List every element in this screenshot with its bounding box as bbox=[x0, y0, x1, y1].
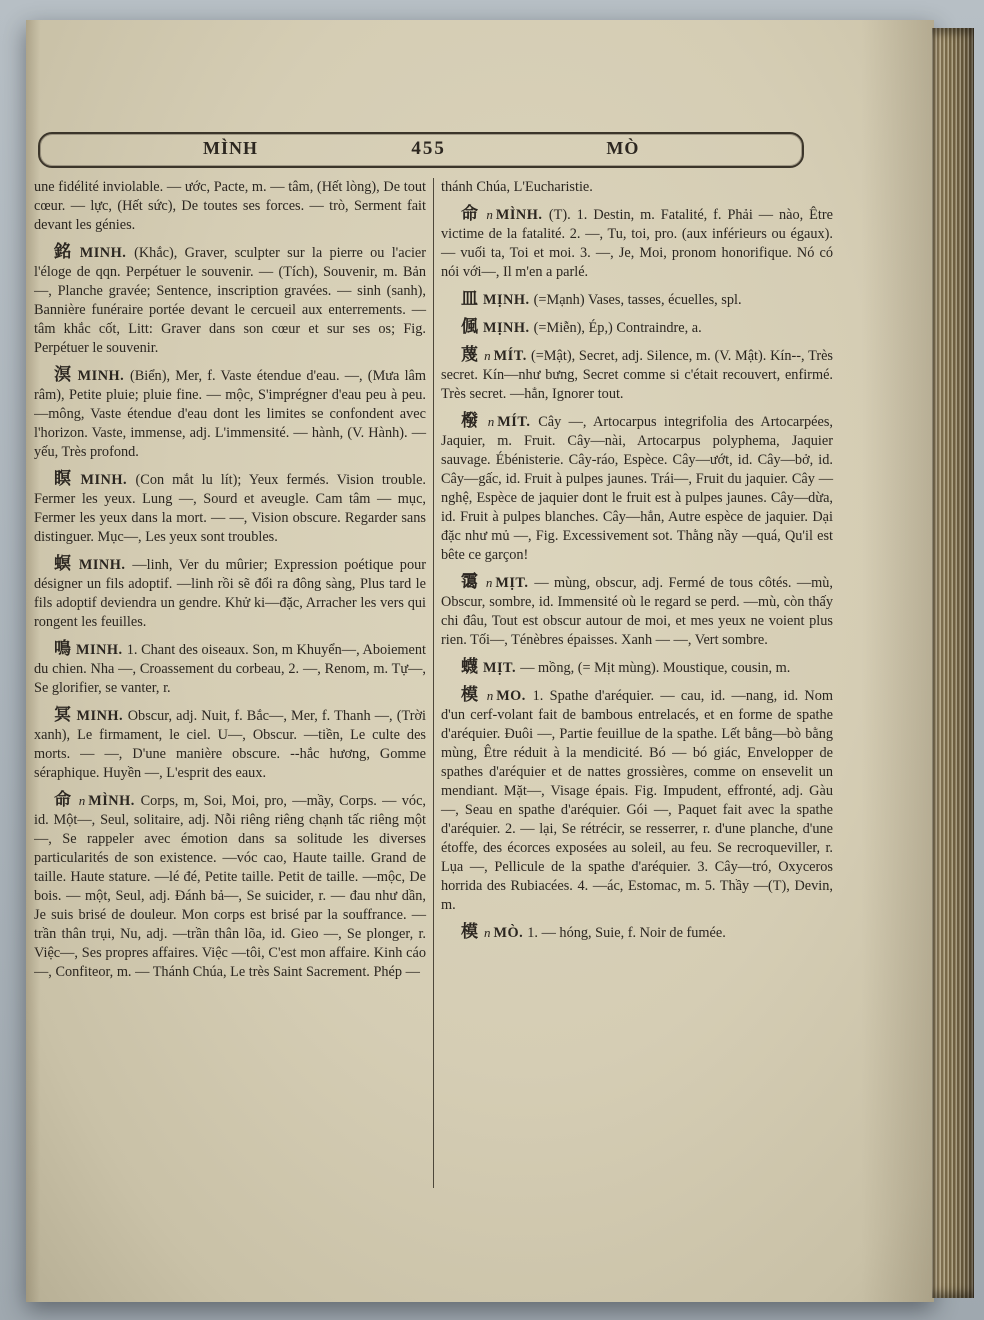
cjk-character: 螟 bbox=[54, 554, 74, 574]
entry-body: —linh, Ver du mûrier; Expression poétique pour désigner un fils adoptif. —linh rồi sẽ đổi ra đông sàng, Plus tard le fils adoptif deviendra un gendre. Khử ki—đặc, Arracher les vers qui rongent les feuilles. bbox=[34, 557, 426, 630]
headword: MỊT. bbox=[495, 575, 535, 591]
headword: MÍT. bbox=[497, 414, 539, 430]
cjk-character: 命 bbox=[461, 204, 481, 224]
entry-body: (T). 1. Destin, m. Fatalité, f. Phải — nào, Être victime de la fatalité. 2. —, Tu, toi, pro. (aux inférieurs ou égaux). — vuối ta, Toi et moi. 3. —, Je, Moi, pronom honorifique. Nó có nói với—, Il m'en a parlé. bbox=[441, 207, 833, 280]
cjk-character: 冥 bbox=[54, 705, 72, 725]
headword: MÌNH. bbox=[495, 207, 549, 223]
cjk-character: 銘 bbox=[54, 242, 75, 262]
header-word-right: MÒ bbox=[606, 138, 640, 158]
column-right bbox=[441, 178, 833, 1286]
headword: MÍT. bbox=[493, 348, 531, 364]
entry-body: (=Mạnh) Vases, tasses, écuelles, spl. bbox=[533, 292, 742, 308]
entry-body: thánh Chúa, L'Eucharistie. bbox=[441, 179, 593, 195]
entry-body: Cây —, Artocarpus integrifolia des Artocarpées, Jaquier, m. Fruit. Cây—nài, Artocarpus polyphema, Jaquier sauvage. Ébénisterie. Cây-ráo, Espèce. Cây—ướt, id. Cây—bở, id. Cây—gấc, id. Fruit à pulpes jaunes. Trái—, Fruit du jaquier. Cây — nghệ, Espèce de jaquier dont le fruit est à pulpes jaunes. Cây—dừa, id. Fruit à pulpes blanches. Cây—hẳn, Autre espèce de jaquier. Dại đặc như mủ —, Fig. Excessivement sot. Thằng nầy —quá, Qu'il est bête ce garçon! bbox=[441, 414, 834, 563]
headword: MINH. bbox=[77, 368, 130, 384]
cjk-character: 模 bbox=[461, 685, 481, 705]
entry-body: 1. Spathe d'aréquier. — cau, id. —nang, id. Nom d'un cerf-volant fait de bambous entrelacés, et en forme de spathe d'aréquier. Đuôi —, Partie feuillue de la spathe. Lết bằng—bò bằng mùng, Être réduit à la mendicité. Bó — bó giác, Envelopper de spathes d'aréquier et de nattes grossières, comme on ensevelit un mendiant. Mặt—, Visage épais. Fig. Impudent, effronté, adj. Gàu —, Seau en spathe d'aréquier. Gói —, Paquet fait avec la spathe d'aréquier. 2. — lại, Se rétrécir, se resserrer, r. d'une planche, d'une étoffe, des écorces exposées au soleil, au feu. Se recroqueviller, r. Lụa —, Pellicule de la spathe d'aréquier. 3. Cây—tró, Oxyceros horrida des Rubiacées. 4. —ác, Estomac, m. 5. Thầy —(T), Devin, m. bbox=[441, 688, 834, 913]
nom-marker: n bbox=[486, 688, 494, 703]
nom-marker: n bbox=[78, 793, 86, 808]
dictionary-entry bbox=[34, 640, 426, 698]
entry-body: 1. Chant des oiseaux. Son, m Khuyển—, Aboiement du chien. Nha —, Croassement du corbeau, 2. —, Renom, m. Tự—, Se glorifier, se vanter, r. bbox=[34, 642, 427, 696]
cjk-character: 蔑 bbox=[461, 345, 479, 365]
headword: MINH. bbox=[76, 642, 127, 658]
headword: MINH. bbox=[79, 245, 135, 261]
dictionary-entry bbox=[441, 658, 833, 678]
dictionary-entry bbox=[441, 573, 833, 650]
page-number: 455 bbox=[411, 138, 446, 159]
dictionary-entry bbox=[441, 686, 833, 915]
headword: MỊT. bbox=[483, 660, 521, 676]
nom-marker: n bbox=[484, 925, 491, 940]
dictionary-entry bbox=[34, 555, 426, 632]
entry-body: 1. — hóng, Suie, f. Noir de fumée. bbox=[527, 925, 726, 941]
entry-body: Corps, m, Soi, Moi, pro, —mầy, Corps. — vóc, id. Một—, Seul, solitaire, adj. Nỗi riêng riêng chạnh tấc riêng một—, Se rappeler avec émotion dans sa solitude les diverses particularités de son existence. —vóc cao, Haute taille. Grand de taille. Haute stature. —lé đé, Petite taille. Petit de taille. —mộc, De bois. — một, Seul, adj. Đánh bả—, Se suicider, r. — đau như dần, Je suis brisé de douleur. Mon corps est brisé par la souffrance. —trần thân trụi, Nu, adj. —trần thân lõa, id. Gieo —, Se plonger, r. Việc—, Ses propres affaires. Việc —tôi, C'est mon affaire. Kinh cáo—, Confiteor, m. — Thánh Chúa, Le très Saint Sacrement. Phép — bbox=[34, 793, 426, 980]
dictionary-entry bbox=[441, 923, 833, 943]
entry-body: — mùng, obscur, adj. Fermé de tous côtés. —mù, Obscur, sombre, id. Immensité où le regard se perd. —mù, còn thấy chi đâu, Tout est obscur autour de moi, et mes yeux ne voient plus rien. Tối—, Ténèbres épaisses. Xanh — —, Vert sombre. bbox=[441, 575, 833, 648]
cjk-character: 橃 bbox=[461, 411, 482, 431]
dictionary-entry bbox=[441, 205, 833, 282]
cjk-character: 偑 bbox=[461, 317, 478, 337]
dictionary-text-area bbox=[34, 178, 834, 1286]
headword: MỊNH. bbox=[483, 292, 534, 308]
dictionary-entry bbox=[441, 346, 833, 404]
dictionary-entry bbox=[441, 178, 833, 197]
dictionary-entry bbox=[34, 470, 426, 547]
column-left bbox=[34, 178, 426, 1286]
dictionary-entry bbox=[441, 318, 833, 338]
entry-body: (Khắc), Graver, sculpter sur la pierre ou l'acier l'éloge de qqn. Perpétuer le souvenir. — (Tích), Souvenir, m. Bản —, Planche gravée; Sentence, inscription gravées. — sinh (sanh), Bannière funéraire portée devant le cercueil aux enterrements. —tâm khắc cốt, Litt: Graver dans son cœur et sur ses os; Fig. Perpétuer le souvenir. bbox=[34, 245, 427, 356]
cjk-character: 皿 bbox=[461, 289, 478, 309]
entry-body: (=Mật), Secret, adj. Silence, m. (V. Mật). Kín--, Très secret. Kín—như bưng, Secret comme si c'était recouvert, enfirmé. Très secret. —hẳn, Ignorer tout. bbox=[441, 348, 833, 402]
headword: MINH. bbox=[76, 708, 128, 724]
dictionary-entry bbox=[34, 178, 426, 235]
nom-marker: n bbox=[485, 575, 493, 590]
headword: MỊNH. bbox=[483, 320, 534, 336]
entry-body: Obscur, adj. Nuit, f. Bắc—, Mer, f. Thanh —, (Trời xanh), Le firmament, le ciel. U—, Obscur. —tiền, Le culte des morts. — —, D'une manière obscure. --hắc hương, Gomme séraphique. Huyền —, L'esprit des eaux. bbox=[34, 708, 426, 781]
running-head bbox=[38, 132, 804, 168]
dictionary-entry bbox=[34, 243, 426, 358]
cjk-character: 命 bbox=[54, 790, 73, 810]
cjk-character: 霭 bbox=[461, 572, 480, 592]
dictionary-entry bbox=[441, 412, 833, 565]
entry-body: (Con mắt lu lít); Yeux fermés. Vision trouble. Fermer les yeux. Lung —, Sourd et aveugle. Cam tâm — mục, Fermer les yeux dans la mort. — —, Vision obscure. Regarder sans distinguer. Mục—, Les yeux sont troubles. bbox=[34, 472, 427, 545]
entry-body: une fidélité inviolable. — ước, Pacte, m. — tâm, (Hết lòng), De tout cœur. — lực, (Hết sức), De toutes ses forces. — trò, Serment fait devant les génies. bbox=[34, 179, 426, 233]
book-page-edges bbox=[932, 28, 974, 1298]
entry-body: — mồng, (= Mịt mùng). Moustique, cousin, m. bbox=[520, 660, 791, 676]
dictionary-entry bbox=[441, 290, 833, 310]
cjk-character: 瞑 bbox=[54, 469, 76, 489]
nom-marker: n bbox=[486, 207, 493, 222]
header-word-left: MÌNH bbox=[203, 138, 258, 158]
entry-body: (=Miễn), Ép,) Contraindre, a. bbox=[533, 320, 702, 336]
headword: MÌNH. bbox=[88, 793, 141, 809]
cjk-character: 鳴 bbox=[54, 639, 72, 659]
book-page bbox=[26, 20, 934, 1302]
nom-marker: n bbox=[487, 414, 495, 429]
headword: MINH. bbox=[78, 557, 133, 573]
cjk-character: 蠛 bbox=[461, 657, 478, 677]
dictionary-entry bbox=[34, 706, 426, 783]
cjk-character: 模 bbox=[461, 922, 478, 942]
entry-body: (Biển), Mer, f. Vaste étendue d'eau. —, (Mưa lâm râm), Petite pluie; pluie fine. — mộc, S'imprégner d'eau peu à peu. —mông, Vaste étendue d'eau dont les limites se confondent avec l'horizon. Vaste, immense, adj. L'immensité. — hành, (V. Hành). —yếu, Très profond. bbox=[34, 368, 427, 460]
headword: MO. bbox=[496, 688, 533, 704]
cjk-character: 溟 bbox=[54, 365, 73, 385]
column-divider bbox=[433, 178, 434, 1188]
headword: MINH. bbox=[80, 472, 136, 488]
dictionary-entry bbox=[34, 366, 426, 462]
dictionary-entry bbox=[34, 791, 426, 982]
headword: MÒ. bbox=[493, 925, 528, 941]
nom-marker: n bbox=[484, 348, 491, 363]
